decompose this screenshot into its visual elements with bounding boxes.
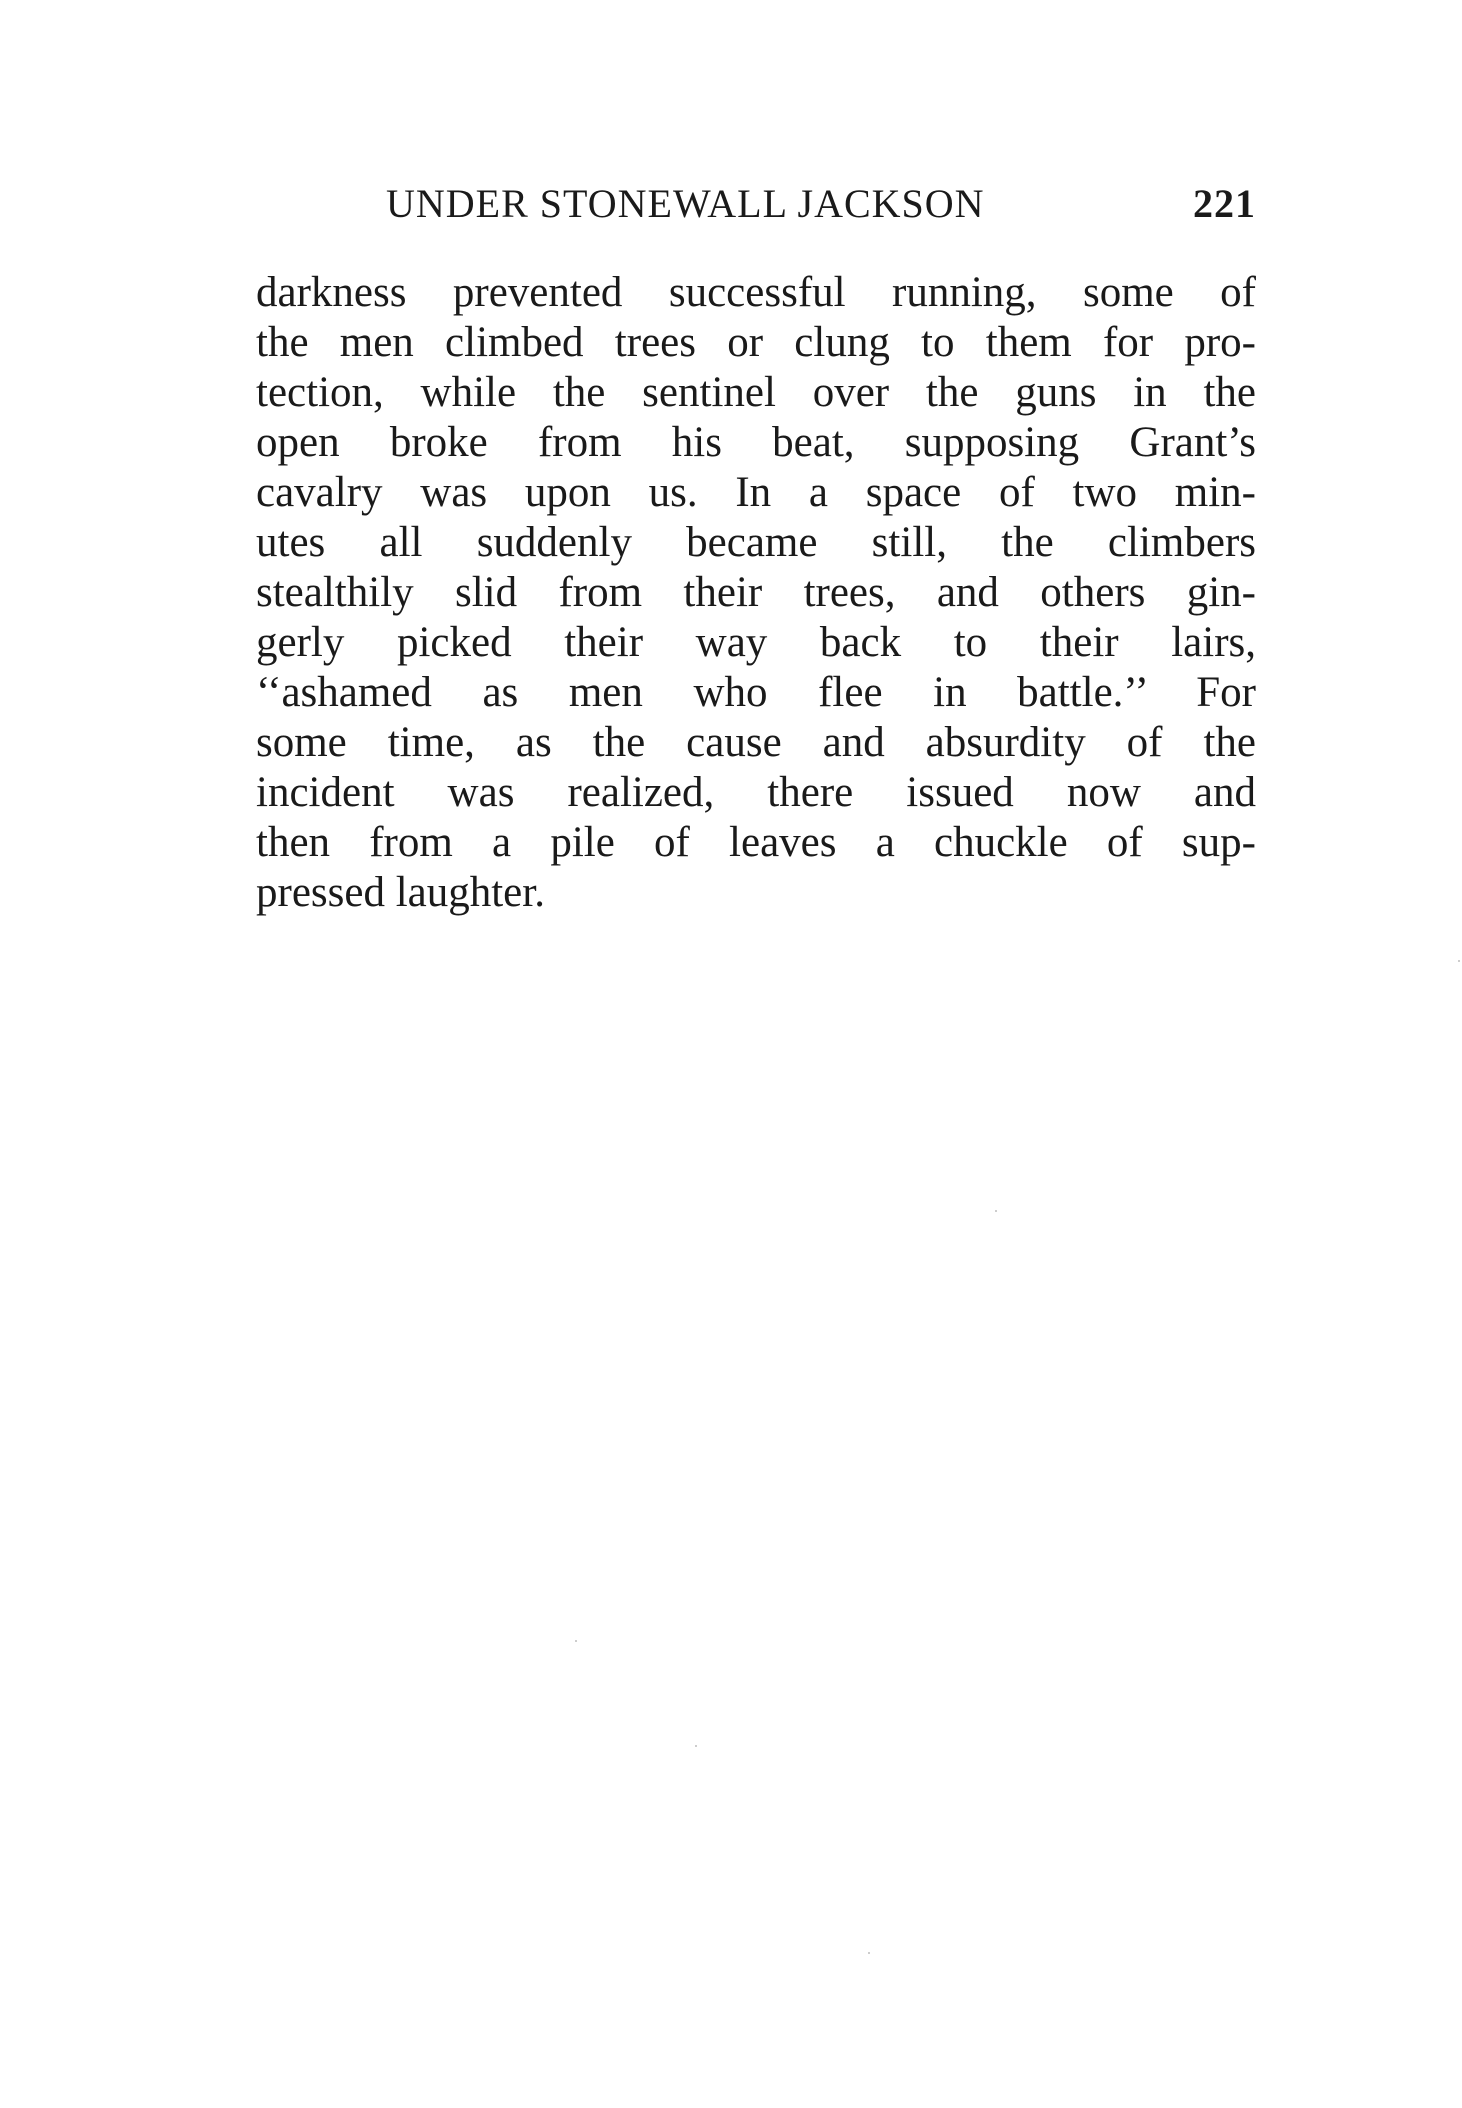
text-line: the men climbed trees or clung to them for pro- — [256, 319, 1256, 366]
text-line: some time, as the cause and absurdity of the — [256, 719, 1256, 766]
paper-speck — [1458, 960, 1460, 962]
text-line: cavalry was upon us. In a space of two min- — [256, 469, 1256, 516]
text-line: pressed laughter. — [256, 869, 545, 916]
text-line: darkness prevented successful running, some of — [256, 269, 1256, 316]
paper-speck — [695, 1745, 697, 1747]
body-paragraph — [256, 268, 1256, 918]
text-line: stealthily slid from their trees, and others gin- — [256, 569, 1256, 616]
paper-speck — [868, 1952, 870, 1954]
text-line: ‘‘ashamed as men who flee in battle.’’ For — [256, 669, 1256, 716]
paper-speck — [575, 1640, 577, 1642]
text-line: incident was realized, there issued now and — [256, 769, 1256, 816]
text-line: tection, while the sentinel over the guns in the — [256, 369, 1256, 416]
text-line: utes all suddenly became still, the climbers — [256, 519, 1256, 566]
running-head: UNDER STONEWALL JACKSON — [386, 181, 985, 226]
text-line: gerly picked their way back to their lairs, — [256, 619, 1256, 666]
page-header — [386, 180, 1256, 232]
page-number: 221 — [1193, 181, 1256, 226]
text-line: then from a pile of leaves a chuckle of sup- — [256, 819, 1256, 866]
text-line: open broke from his beat, supposing Grant’s — [256, 419, 1256, 466]
paper-speck — [995, 1210, 997, 1212]
